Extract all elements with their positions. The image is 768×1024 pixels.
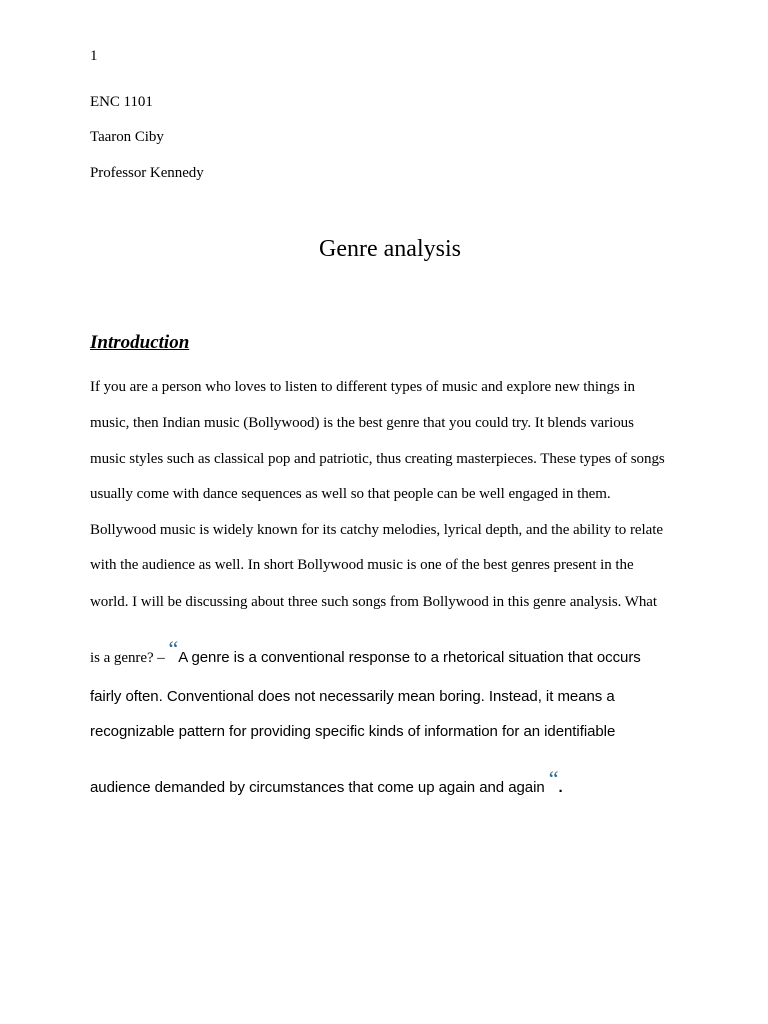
- paragraph-line: music styles such as classical pop and patriotic, thus creating masterpieces. These types of songs: [90, 451, 665, 467]
- paragraph-line: music, then Indian music (Bollywood) is the best genre that you could try. It blends various: [90, 415, 634, 431]
- open-quote-mark: “: [168, 636, 179, 661]
- quote-last-line: [90, 766, 563, 798]
- quote-first-line: [90, 636, 641, 668]
- quote-line: recognizable pattern for providing specific kinds of information for an identifiable: [90, 723, 616, 740]
- quote-text: A genre is a conventional response to a rhetorical situation that occurs: [178, 649, 641, 666]
- course-code: ENC 1101: [90, 94, 153, 110]
- page-number: 1: [90, 48, 98, 64]
- close-quote-mark: “: [548, 766, 559, 791]
- paragraph-line: If you are a person who loves to listen to different types of music and explore new things in: [90, 379, 635, 395]
- professor-name: Professor Kennedy: [90, 165, 204, 181]
- author-name: Taaron Ciby: [90, 129, 164, 145]
- paragraph-line: world. I will be discussing about three such songs from Bollywood in this genre analysis. What: [90, 594, 658, 610]
- quote-line: fairly often. Conventional does not necessarily mean boring. Instead, it means a: [90, 688, 615, 705]
- paragraph-line: usually come with dance sequences as well so that people can be well engaged in them.: [90, 486, 611, 502]
- quote-text: audience demanded by circumstances that come up again and again: [90, 779, 549, 796]
- quote-lead-in: is a genre? –: [90, 650, 169, 666]
- paragraph-line: with the audience as well. In short Bollywood music is one of the best genres present in the: [90, 557, 634, 573]
- section-heading: Introduction: [90, 332, 190, 353]
- quote-end-punctuation: .: [558, 779, 563, 796]
- document-title: Genre analysis: [319, 236, 461, 262]
- paragraph-line: Bollywood music is widely known for its catchy melodies, lyrical depth, and the ability to relate: [90, 522, 663, 538]
